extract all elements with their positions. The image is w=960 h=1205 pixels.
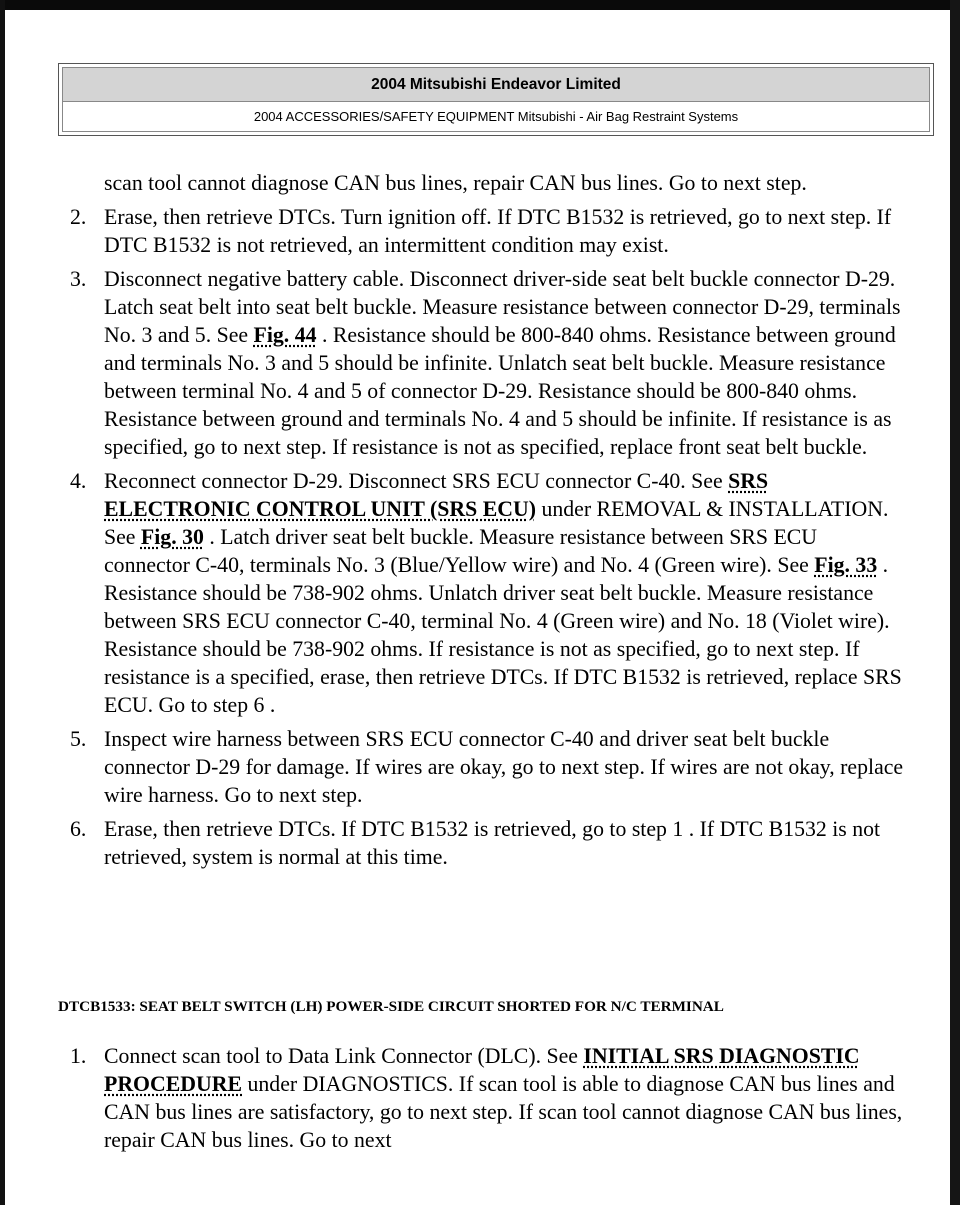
step-number: 6. bbox=[70, 817, 87, 841]
step-text bbox=[104, 265, 905, 461]
step-text-part: Disconnect negative battery cable. Disconnect driver-side seat belt buckle connector D-29. Latch seat belt into seat belt buckle. Measure resistance between connector D-29, terminals No. 3 and 5. See bbox=[104, 267, 901, 347]
step-number: 4. bbox=[70, 469, 87, 493]
step-number: 5. bbox=[70, 727, 87, 751]
fig-33-link[interactable]: Fig. 33 bbox=[814, 553, 878, 577]
srs-ecu-link[interactable]: SRS ELECTRONIC CONTROL UNIT (SRS ECU) bbox=[104, 469, 769, 521]
page-top-edge bbox=[0, 0, 960, 10]
step-number: 1. bbox=[70, 1044, 87, 1068]
step-item bbox=[70, 467, 905, 719]
step-text bbox=[104, 467, 905, 719]
header-inner-frame bbox=[62, 67, 930, 132]
page-left-edge bbox=[0, 0, 5, 1205]
step-text-part: . Latch driver seat belt buckle. Measure resistance between SRS ECU connector C-40, terminals No. 3 (Blue/Yellow wire) and No. 4 (Green wire). See bbox=[104, 525, 818, 577]
step-text-part: . Resistance should be 800-840 ohms. Resistance between ground and terminals No. 3 and 5 should be infinite. Unlatch seat belt buckle. Measure resistance between terminal No. 4 and 5 of connector D-29. Resistance should be 800-840 ohms. Resistance between ground and terminals No. 4 and 5 should be infinite. If resistance is as specified, go to next step. If resistance is not as specified, replace front seat belt buckle. bbox=[104, 323, 896, 459]
continued-step-text: scan tool cannot diagnose CAN bus lines, repair CAN bus lines. Go to next step. bbox=[104, 171, 807, 195]
step-item bbox=[70, 725, 905, 809]
step-number: 3. bbox=[70, 267, 87, 291]
step-text-part: under REMOVAL & INSTALLATION. See bbox=[104, 497, 889, 549]
step-text-part: Connect scan tool to Data Link Connector (DLC). See bbox=[104, 1044, 584, 1068]
document-header bbox=[58, 63, 934, 136]
fig-30-link[interactable]: Fig. 30 bbox=[140, 525, 204, 549]
step-text: Erase, then retrieve DTCs. If DTC B1532 is retrieved, go to step 1 . If DTC B1532 is not retrieved, system is normal at this time. bbox=[104, 817, 881, 869]
step-text-part: under DIAGNOSTICS. If scan tool is able to diagnose CAN bus lines and CAN bus lines are satisfactory, go to next step. If scan tool cannot diagnose CAN bus lines, repair CAN bus lines. Go to next bbox=[104, 1072, 903, 1152]
step-text bbox=[104, 1042, 905, 1154]
step-text-part: Reconnect connector D-29. Disconnect SRS ECU connector C-40. See bbox=[104, 469, 729, 493]
page-right-edge bbox=[950, 0, 960, 1205]
step-item bbox=[70, 1042, 905, 1154]
fig-44-link[interactable]: Fig. 44 bbox=[253, 323, 317, 347]
section-heading: DTCB1533: SEAT BELT SWITCH (LH) POWER-SIDE CIRCUIT SHORTED FOR N/C TERMINAL bbox=[58, 998, 724, 1015]
header-title: 2004 Mitsubishi Endeavor Limited bbox=[63, 68, 929, 102]
step-number: 2. bbox=[70, 205, 87, 229]
step-text-part: . Resistance should be 738-902 ohms. Unlatch driver seat belt buckle. Measure resistance between SRS ECU connector C-40, terminal No. 4 (Green wire) and No. 18 (Violet wire). Resistance should be 738-902 ohms. If resistance is not as specified, go to next step. If resistance is a specified, erase, then retrieve DTCs. If DTC B1532 is retrieved, replace SRS ECU. Go to step 6 . bbox=[104, 553, 902, 717]
step-item bbox=[70, 265, 905, 461]
step-item bbox=[70, 203, 905, 259]
initial-srs-diagnostic-link[interactable]: INITIAL SRS DIAGNOSTIC PROCEDURE bbox=[104, 1044, 860, 1096]
section-body bbox=[70, 1042, 905, 1160]
step-text: Erase, then retrieve DTCs. Turn ignition off. If DTC B1532 is retrieved, go to next step. If DTC B1532 is not retrieved, an intermittent condition may exist. bbox=[104, 205, 892, 257]
header-subtitle: 2004 ACCESSORIES/SAFETY EQUIPMENT Mitsubishi - Air Bag Restraint Systems bbox=[253, 109, 739, 124]
step-text: Inspect wire harness between SRS ECU connector C-40 and driver seat belt buckle connector D-29 for damage. If wires are okay, go to next step. If wires are not okay, replace wire harness. Go to next step. bbox=[104, 727, 904, 807]
procedure-body bbox=[70, 169, 905, 877]
step-item bbox=[70, 815, 905, 871]
